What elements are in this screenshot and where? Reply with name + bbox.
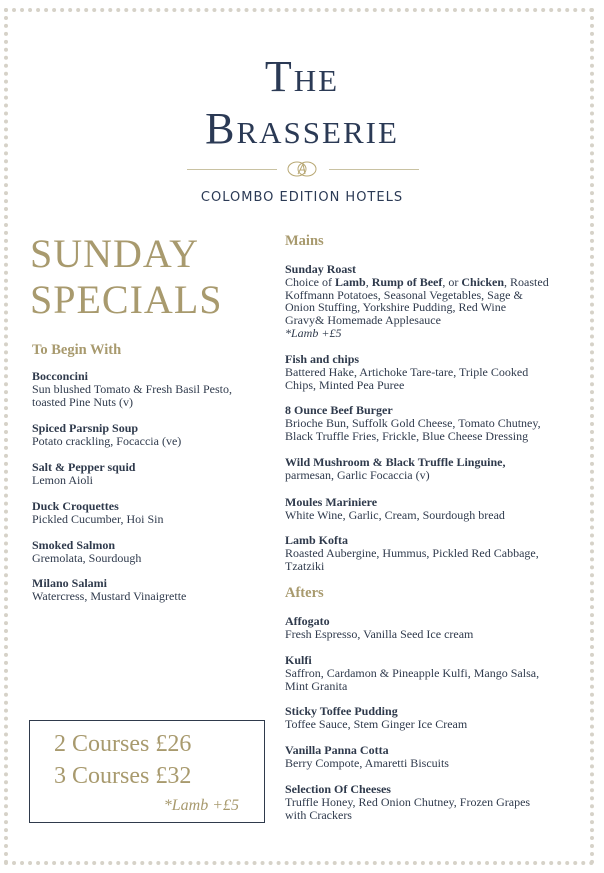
item-desc: White Wine, Garlic, Cream, Sourdough bread	[285, 507, 505, 522]
title-line1: SUNDAY	[30, 231, 200, 276]
item-name: Bocconcini	[32, 369, 88, 383]
menu-item	[285, 615, 473, 641]
menu-item	[285, 353, 528, 391]
item-desc: Toffee Sauce, Stem Ginger Ice Cream	[285, 716, 468, 731]
item-desc: Saffron, Cardamon & Pineapple Kulfi, Mango Salsa, Mint Granita	[285, 665, 540, 693]
menu-item	[32, 370, 232, 408]
item-desc: Berry Compote, Amaretti Biscuits	[285, 755, 449, 770]
title-line2: SPECIALS	[30, 277, 223, 322]
desc-text: Choice of	[285, 274, 335, 289]
item-name: Duck Croquettes	[32, 499, 119, 513]
starters-heading: To Begin With	[32, 342, 122, 358]
menu-item	[285, 654, 539, 692]
desc-bold: Chicken	[461, 274, 505, 289]
item-name: Kulfi	[285, 653, 312, 667]
item-desc: Watercress, Mustard Vinaigrette	[32, 588, 187, 603]
item-name: Vanilla Panna Cotta	[285, 743, 389, 757]
price-note: *Lamb +£5	[163, 797, 239, 814]
item-desc: Pickled Cucumber, Hoi Sin	[32, 511, 164, 526]
logo-subtitle: COLOMBO EDITION HOTELS	[200, 190, 404, 205]
item-name: Moules Mariniere	[285, 495, 378, 509]
item-desc: parmesan, Garlic Focaccia (v)	[285, 467, 430, 482]
item-desc: Fresh Espresso, Vanilla Seed Ice cream	[285, 626, 474, 641]
desc-bold: Lamb	[335, 274, 366, 289]
item-desc: Potato crackling, Focaccia (ve)	[32, 433, 182, 448]
item-name: Sunday Roast	[285, 262, 357, 276]
menu-item	[285, 456, 505, 482]
divider-left	[187, 169, 277, 170]
item-name: Affogato	[285, 614, 330, 628]
item-name: Milano Salami	[32, 576, 108, 590]
menu-item	[285, 783, 530, 821]
item-name: Sticky Toffee Pudding	[285, 704, 398, 718]
desc-text: ,	[365, 274, 372, 289]
desc-text: , or	[442, 274, 462, 289]
item-desc-line1	[285, 276, 549, 289]
item-name: Smoked Salmon	[32, 538, 116, 552]
divider-right	[329, 169, 419, 170]
price-two-courses: 2 Courses £26	[54, 731, 192, 757]
item-name: Wild Mushroom & Black Truffle Linguine,	[285, 455, 506, 469]
afters-heading: Afters	[285, 585, 324, 601]
item-desc: Truffle Honey, Red Onion Chutney, Frozen Grapes with Crackers	[285, 794, 531, 822]
item-desc: Battered Hake, Artichoke Tare-tare, Triple Cooked Chips, Minted Pea Puree	[285, 364, 529, 392]
item-desc: Koffmann Potatoes, Seasonal Vegetables, Sage & Onion Stuffing, Yorkshire Pudding, Red Wine Gravy& Homemade Applesauce	[285, 287, 523, 328]
item-name: Salt & Pepper squid	[32, 460, 136, 474]
menu-item	[32, 461, 135, 487]
menu-item-sunday-roast	[285, 263, 549, 340]
menu-item	[32, 500, 164, 526]
item-name: Selection Of Cheeses	[285, 782, 391, 796]
menu-item	[32, 422, 181, 448]
item-desc: Lemon Aioli	[32, 472, 93, 487]
item-name: Fish and chips	[285, 352, 360, 366]
menu-item	[285, 496, 505, 522]
menu-item	[285, 705, 467, 731]
menu-item	[32, 539, 141, 565]
item-desc: Brioche Bun, Suffolk Gold Cheese, Tomato Chutney, Black Truffle Fries, Frickle, Blue Cheese Dressing	[285, 415, 541, 443]
desc-bold: Rump of Beef	[371, 274, 443, 289]
item-desc: Sun blushed Tomato & Fresh Basil Pesto, toasted Pine Nuts (v)	[32, 381, 232, 409]
price-three-courses: 3 Courses £32	[54, 763, 192, 789]
item-name: 8 Ounce Beef Burger	[285, 403, 393, 417]
menu-item	[285, 404, 541, 442]
item-note: *Lamb +£5	[285, 325, 342, 340]
desc-text: , Roasted	[504, 274, 549, 289]
menu-item	[285, 744, 449, 770]
item-desc: Gremolata, Sourdough	[32, 550, 142, 565]
item-name: Spiced Parsnip Soup	[32, 421, 139, 435]
mains-heading: Mains	[285, 233, 324, 249]
monogram-icon	[286, 160, 318, 178]
menu-item	[32, 577, 186, 603]
pricing-box	[29, 720, 265, 823]
menu-item	[285, 534, 539, 572]
logo-the: The	[264, 52, 340, 101]
item-desc: Roasted Aubergine, Hummus, Pickled Red Cabbage, Tzatziki	[285, 545, 539, 573]
item-name: Lamb Kofta	[285, 533, 348, 547]
logo-brasserie: Brasserie	[205, 104, 399, 153]
